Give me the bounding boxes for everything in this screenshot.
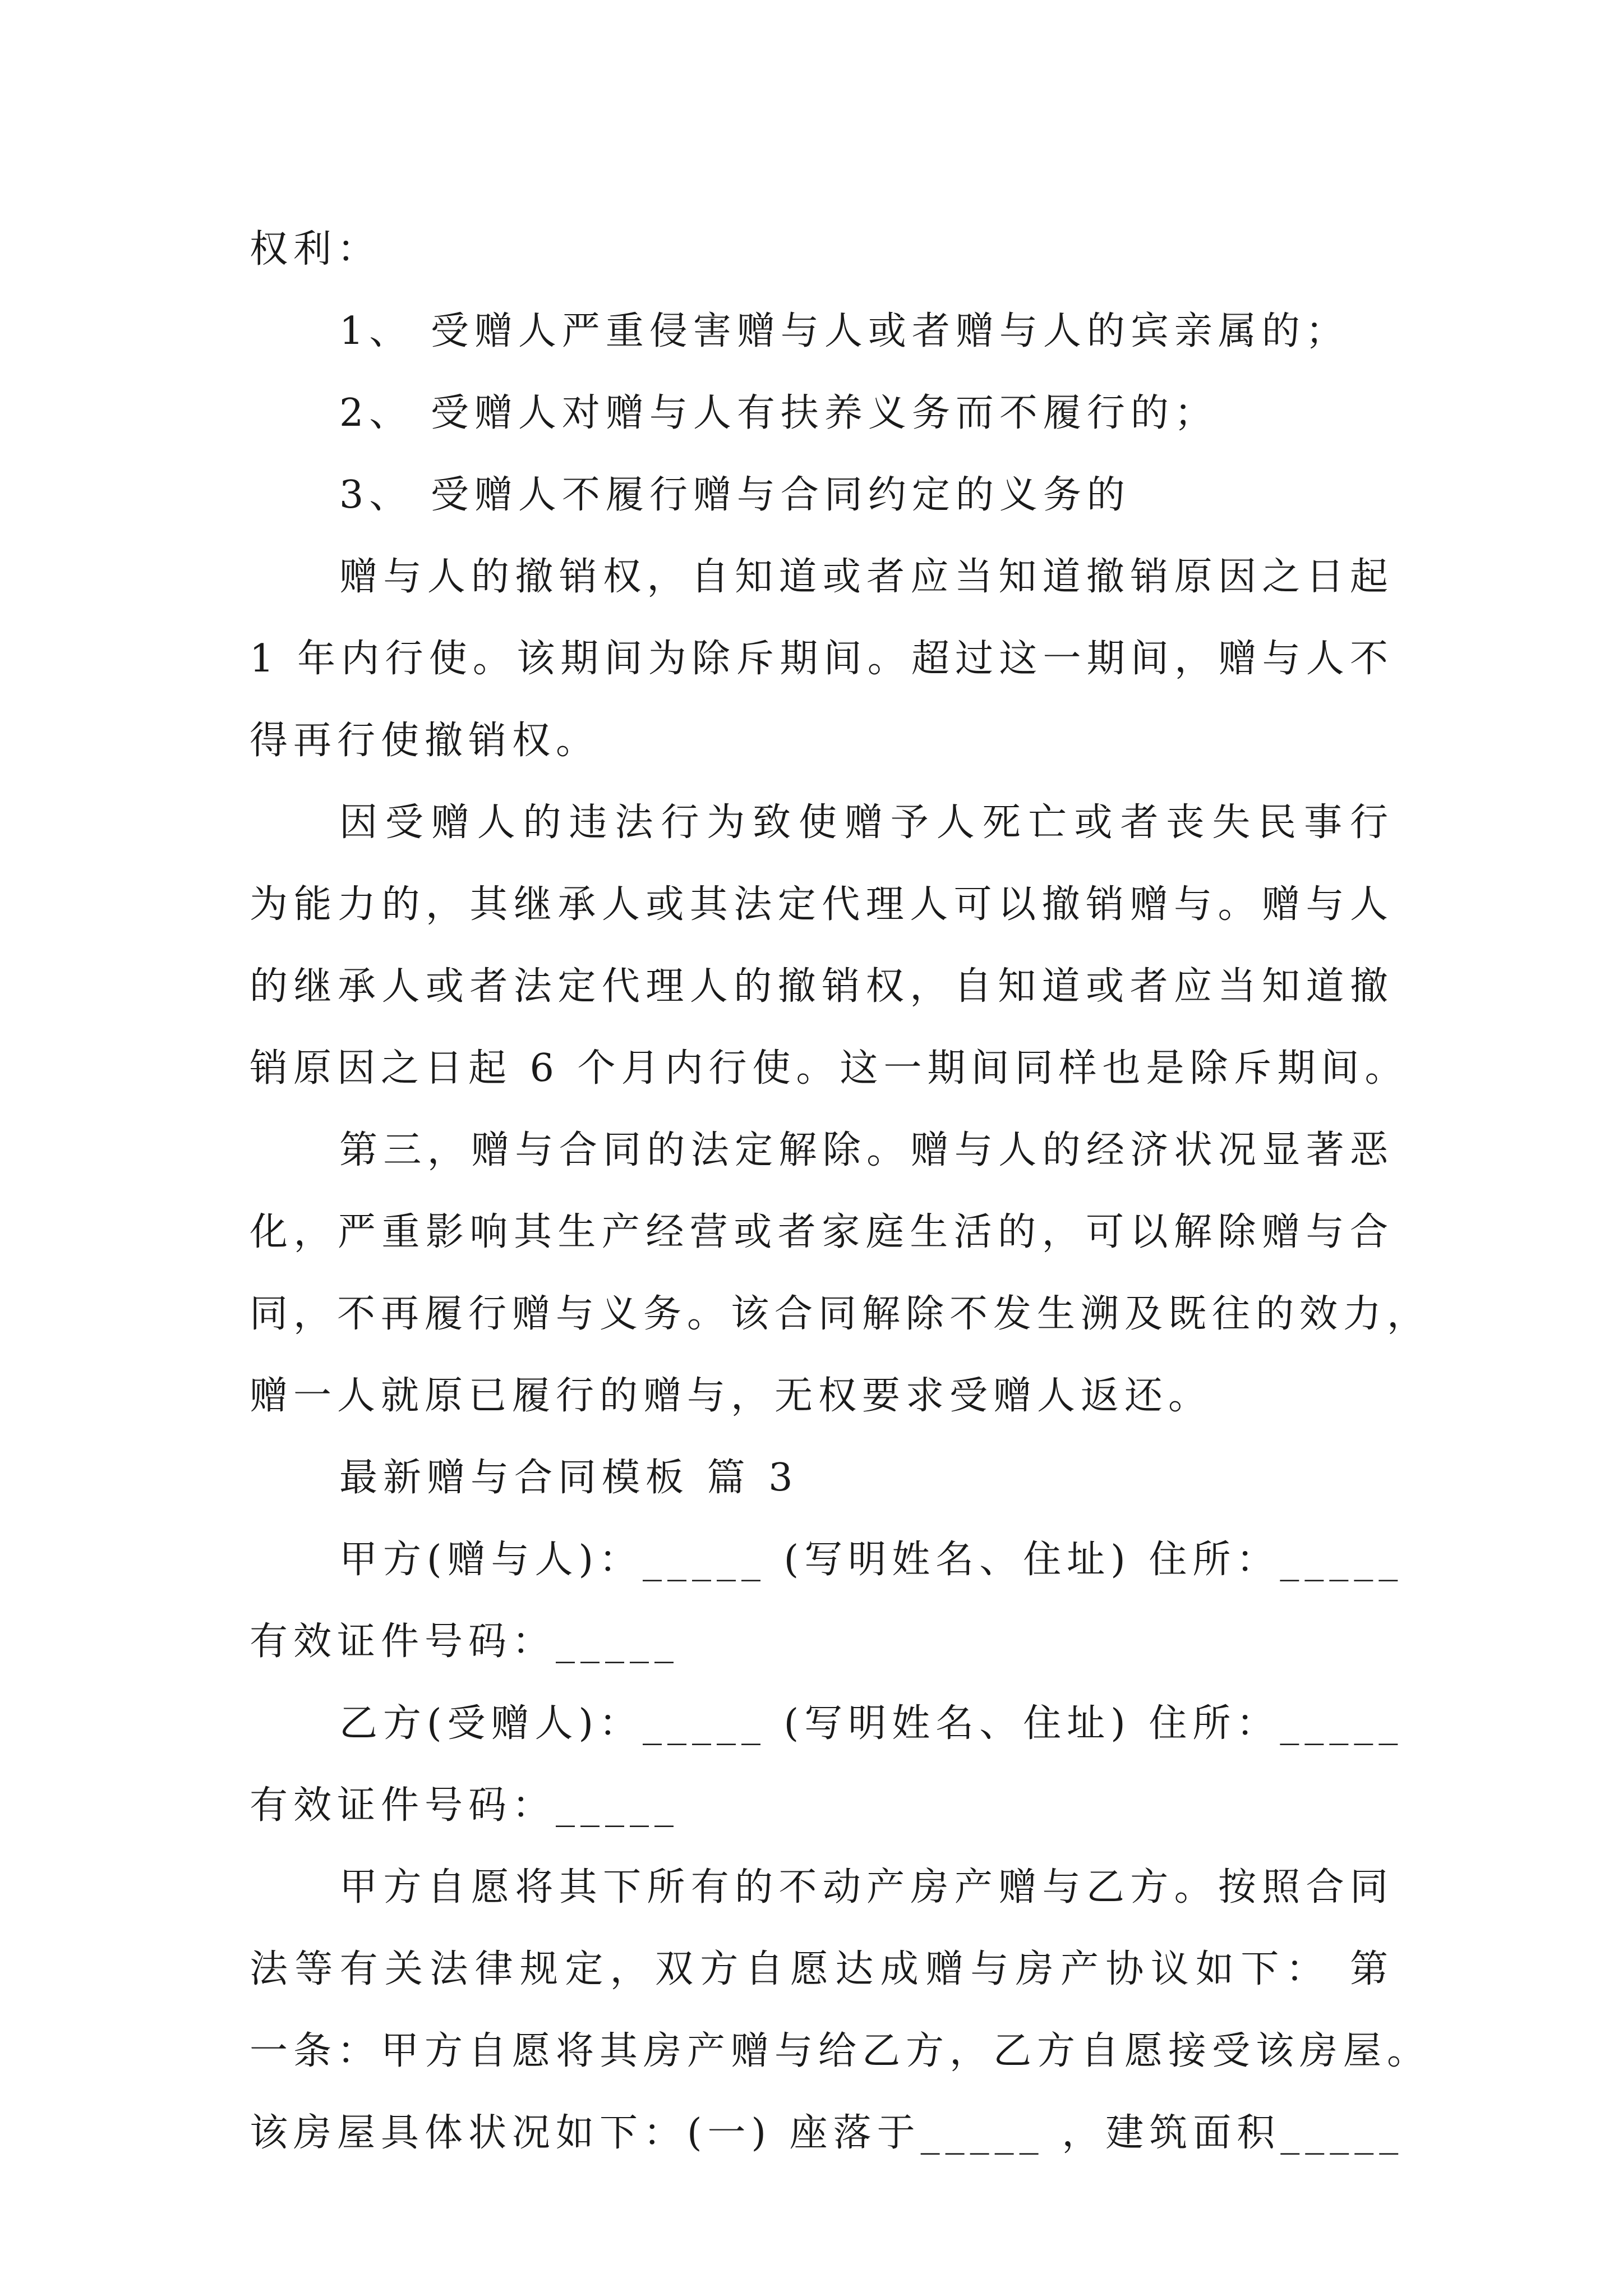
document-body xyxy=(250,209,1431,2174)
paragraph-line: 的继承人或者法定代理人的撤销权，自知道或者应当知道撤 xyxy=(250,964,1394,1009)
paragraph-line: 销原因之日起 6 个月内行使。这一期间同样也是除斥期间。 xyxy=(250,1046,1409,1091)
party-a-id-line: 有效证件号码：_____ xyxy=(250,1619,680,1664)
list-item: 1、 受赠人严重侵害赠与人或者赠与人的宾亲属的； xyxy=(339,309,1349,353)
paragraph-line: 甲方自愿将其下所有的不动产房产赠与乙方。按照合同 xyxy=(339,1865,1394,1910)
paragraph-line: 法等有关法律规定，双方自愿达成赠与房产协议如下： 第 xyxy=(250,1947,1394,1991)
list-item: 2、 受赠人对赠与人有扶养义务而不履行的； xyxy=(339,391,1218,435)
text-line: 权利： xyxy=(250,227,381,272)
party-b-id-line: 有效证件号码：_____ xyxy=(250,1783,680,1828)
paragraph-line: 化，严重影响其生产经营或者家庭生活的，可以解除赠与合 xyxy=(250,1210,1394,1254)
paragraph-line: 赠一人就原已履行的赠与，无权要求受赠人返还。 xyxy=(250,1374,1212,1418)
paragraph-line: 1 年内行使。该期间为除斥期间。超过这一期间，赠与人不 xyxy=(250,637,1394,681)
paragraph-line: 为能力的，其继承人或其法定代理人可以撤销赠与。赠与人 xyxy=(250,882,1394,927)
paragraph-line: 第三，赠与合同的法定解除。赠与人的经济状况显著恶 xyxy=(339,1128,1394,1172)
paragraph-line: 一条：甲方自愿将其房产赠与给乙方，乙方自愿接受该房屋。 xyxy=(250,2029,1431,2073)
party-b-line: 乙方(受赠人)：_____ (写明姓名、住址) 住所：_____ xyxy=(339,1701,1404,1746)
party-a-line: 甲方(赠与人)：_____ (写明姓名、住址) 住所：_____ xyxy=(339,1538,1404,1582)
section-heading: 最新赠与合同模板 篇 3 xyxy=(339,1456,799,1500)
paragraph-line: 因受赠人的违法行为致使赠予人死亡或者丧失民事行 xyxy=(339,800,1394,845)
paragraph-line: 赠与人的撤销权，自知道或者应当知道撤销原因之日起 xyxy=(339,555,1394,599)
paragraph-line: 该房屋具体状况如下：(一) 座落于_____ ，建筑面积_____ xyxy=(250,2111,1404,2155)
paragraph-line: 得再行使撤销权。 xyxy=(250,719,600,763)
list-item: 3、 受赠人不履行赠与合同约定的义务的 xyxy=(339,473,1131,517)
paragraph-line: 同，不再履行赠与义务。该合同解除不发生溯及既往的效力， xyxy=(250,1292,1431,1336)
